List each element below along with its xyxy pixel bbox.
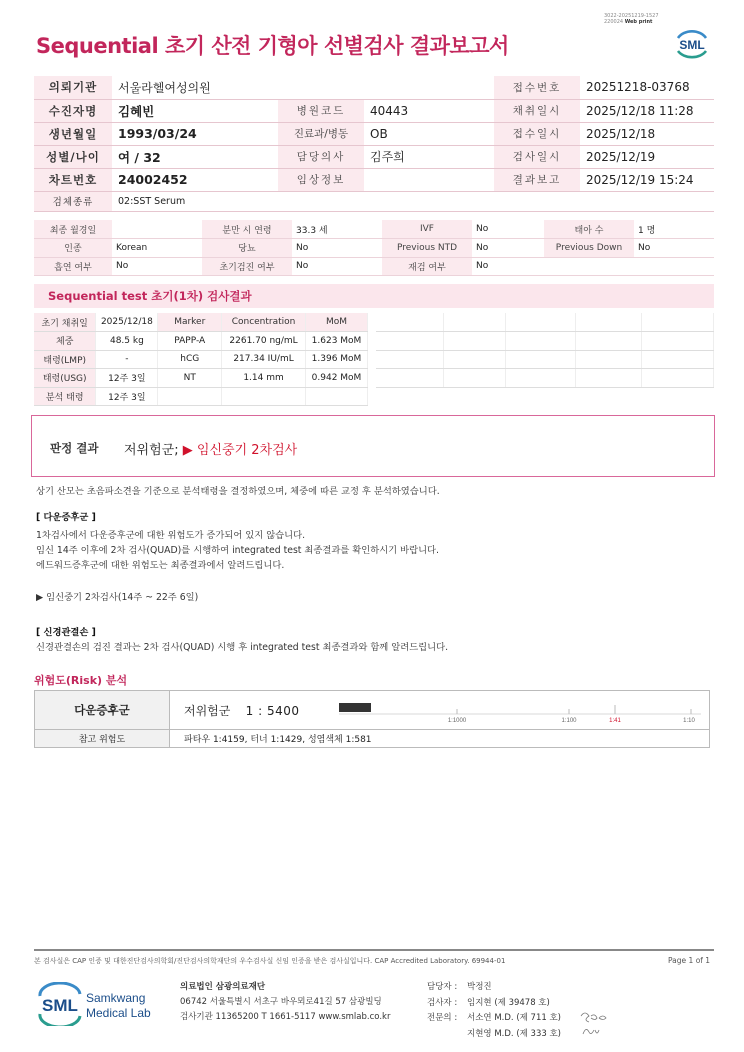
value-maternal-age: 33.3 세 xyxy=(292,220,382,239)
print-code xyxy=(604,13,659,25)
ref-risk-value: 파타우 1:4159, 터너 1:1429, 성염색체 1:581 xyxy=(170,730,710,748)
table-row xyxy=(34,387,368,406)
risk-scale xyxy=(339,691,709,726)
logo-main: SML xyxy=(42,996,78,1015)
cell: PAPP-A xyxy=(158,332,222,351)
label-previous-ntd: Previous NTD xyxy=(382,239,472,258)
label-test-date: 검사일시 xyxy=(494,145,580,168)
cell: NT xyxy=(158,369,222,388)
verdict-label: 판정 결과 xyxy=(50,441,99,455)
down-note-3: 에드워드증후군에 대한 위험도는 최종결과에서 알려드립니다. xyxy=(36,560,285,571)
down-heading-text: [ 다운증후군 ] xyxy=(36,512,96,523)
down-note-2: 임신 14주 이후에 2차 검사(QUAD)를 시행하여 integrated test 최종결과를 확인하시기 바랍니다. xyxy=(36,545,439,556)
org-name: 의료법인 삼광의료재단 xyxy=(180,982,266,992)
value-test-date: 2025/12/19 xyxy=(580,145,714,168)
value-specimen: 02:SST Serum xyxy=(112,191,714,211)
risk-bar xyxy=(339,703,371,712)
cell: 1.14 mm xyxy=(222,369,306,388)
value-chart-no: 24002452 xyxy=(112,168,278,191)
label-maternal-age: 분만 시 연령 xyxy=(202,220,292,239)
value-sex-age: 여 / 32 xyxy=(112,145,278,168)
next-test-note: ▶ 임신중기 2차검사(14주 ~ 22주 6일) xyxy=(36,592,199,603)
value-requester: 서울라헬여성의원 xyxy=(112,76,494,99)
label-department: 진료과/병동 xyxy=(278,122,364,145)
value-collection-time: 2025/12/18 11:28 xyxy=(580,99,714,122)
staff-name: 박정진 xyxy=(467,982,492,992)
logo-name-2: Medical Lab xyxy=(86,1006,151,1020)
risk-result xyxy=(170,691,340,730)
verdict-next-test: 임신중기 2차검사 xyxy=(196,443,298,458)
value-ivf: No xyxy=(472,220,544,239)
risk-ratio: 1 : 5400 xyxy=(245,703,300,718)
cell: 217.34 IU/mL xyxy=(222,350,306,369)
value-retest: No xyxy=(472,257,544,276)
label-report-time: 결과보고 xyxy=(494,168,580,191)
value-lmp xyxy=(112,220,202,239)
scale-tick-cutoff: 1:41 xyxy=(609,718,621,724)
label-patient-name: 수진자명 xyxy=(34,99,112,122)
value-previous-ntd: No xyxy=(472,239,544,258)
label-specimen: 검체종류 xyxy=(34,191,112,211)
risk-label: 다운증후군 xyxy=(35,691,170,730)
scale-tick: 1:1000 xyxy=(447,718,467,724)
table-row xyxy=(34,332,368,351)
verdict-box xyxy=(31,415,715,477)
value-patient-name: 김혜빈 xyxy=(112,99,278,122)
label-birthdate: 생년월일 xyxy=(34,122,112,145)
logo-text: SML xyxy=(679,38,705,52)
cell xyxy=(158,387,222,406)
cell: Concentration xyxy=(222,313,306,332)
label-smoking: 흡연 여부 xyxy=(34,257,112,276)
web-print-label: Web print xyxy=(624,19,653,25)
cell: 1.623 MoM xyxy=(306,332,368,351)
accreditation-note: 본 검사실은 CAP 인증 및 대한진단검사의학회/진단검사의학재단의 우수검사실 신임 인증을 받은 검사실입니다. CAP Accredited Laboratory. 69944-01 xyxy=(34,957,506,965)
staff-role: 전문의 : xyxy=(427,1013,458,1023)
label-hospital-code: 병원코드 xyxy=(278,99,364,122)
cell: 분석 태령 xyxy=(34,387,96,406)
org-address: 06742 서울특별시 서초구 바우뫼로41길 57 삼광빌딩 xyxy=(180,997,382,1007)
label-lmp: 최종 월경일 xyxy=(34,220,112,239)
value-birthdate: 1993/03/24 xyxy=(112,122,278,145)
table-row xyxy=(34,313,368,332)
patient-info-table xyxy=(34,76,714,212)
label-fetus-count: 태아 수 xyxy=(544,220,634,239)
logo-name-1: Samkwang xyxy=(86,991,146,1005)
section-title: Sequential test 초기(1차) 검사결과 xyxy=(48,289,252,303)
scale-tick: 1:100 xyxy=(561,718,577,724)
label-accession: 접수번호 xyxy=(494,76,580,99)
cell: 0.942 MoM xyxy=(306,369,368,388)
value-report-time: 2025/12/19 15:24 xyxy=(580,168,714,191)
risk-title: 위험도(Risk) 분석 xyxy=(34,674,128,687)
label-early-checkup: 초기검진 여부 xyxy=(202,257,292,276)
value-hospital-code: 40443 xyxy=(364,99,494,122)
value-fetus-count: 1 명 xyxy=(634,220,714,239)
down-note-1: 1차검사에서 다운증후군에 대한 위험도가 증가되어 있지 않습니다. xyxy=(36,530,306,541)
value-clinical-info xyxy=(364,168,494,191)
samkwang-logo-icon xyxy=(36,982,166,1026)
label-doctor: 담당의사 xyxy=(278,145,364,168)
footer-divider xyxy=(34,949,714,951)
risk-group: 저위험군 xyxy=(184,703,231,718)
label-retest: 재검 여부 xyxy=(382,257,472,276)
marker-results-table xyxy=(34,313,368,406)
table-row xyxy=(34,350,368,369)
label-sex-age: 성별/나이 xyxy=(34,145,112,168)
value-early-checkup: No xyxy=(292,257,382,276)
staff-role: 검사자 : xyxy=(427,997,458,1008)
label-requester: 의뢰기관 xyxy=(34,76,112,99)
ntd-heading-text: [ 신경관결손 ] xyxy=(36,627,96,638)
label-ethnicity: 인종 xyxy=(34,239,112,258)
risk-table xyxy=(34,690,710,748)
org-contact: 검사기관 11365200 T 1661-5117 www.smlab.co.kr xyxy=(180,1012,391,1022)
ntd-heading xyxy=(36,625,96,640)
label-chart-no: 차트번호 xyxy=(34,168,112,191)
label-ivf: IVF xyxy=(382,220,472,239)
print-sub: 220024 xyxy=(604,19,624,25)
note-line: 상기 산모는 초음파소견을 기준으로 분석태령을 결정하였으며, 체중에 따른 교정 후 분석하였습니다. xyxy=(36,486,440,497)
label-collection-time: 채취일시 xyxy=(494,99,580,122)
organization-info xyxy=(180,980,390,1025)
cell: 초기 채취일 xyxy=(34,313,96,332)
cell xyxy=(222,387,306,406)
cell: - xyxy=(96,350,158,369)
value-accession: 20251218-03768 xyxy=(580,76,714,99)
staff-role: 담당자 : xyxy=(427,982,458,992)
empty-results-grid xyxy=(376,313,714,388)
value-ethnicity: Korean xyxy=(112,239,202,258)
verdict-result xyxy=(124,439,297,458)
cell: 12주 3일 xyxy=(96,387,158,406)
value-smoking: No xyxy=(112,257,202,276)
value-received-time: 2025/12/18 xyxy=(580,122,714,145)
label-previous-down: Previous Down xyxy=(544,239,634,258)
empty-cell xyxy=(634,257,714,276)
staff-name: 서소연 M.D. (제 711 호) xyxy=(467,1013,562,1023)
value-diabetes: No xyxy=(292,239,382,258)
staff-name: 임지현 (제 39478 호) xyxy=(467,997,550,1008)
cell: 1.396 MoM xyxy=(306,350,368,369)
arrow-icon: ▶ xyxy=(182,443,193,458)
cell: Marker xyxy=(158,313,222,332)
verdict-value: 저위험군; xyxy=(124,443,179,458)
report-title: Sequential 초기 산전 기형아 선별검사 결과보고서 xyxy=(36,34,509,58)
signature-icon xyxy=(577,1006,617,1042)
value-department: OB xyxy=(364,122,494,145)
cell: 태령(USG) xyxy=(34,369,96,388)
cell: 2261.70 ng/mL xyxy=(222,332,306,351)
cell: 체중 xyxy=(34,332,96,351)
cell: hCG xyxy=(158,350,222,369)
print-code-line: 3022-20251219-1527 xyxy=(604,13,659,19)
risk-bar-cell xyxy=(339,691,710,730)
ntd-note: 신경관결손의 검진 결과는 2차 검사(QUAD) 시행 후 integrated test 최종결과와 함께 알려드립니다. xyxy=(36,642,449,653)
scale-tick: 1:10 xyxy=(683,718,695,724)
cell xyxy=(306,387,368,406)
staff-name: 지현영 M.D. (제 333 호) xyxy=(467,1028,562,1039)
cell: 태령(LMP) xyxy=(34,350,96,369)
cell: 48.5 kg xyxy=(96,332,158,351)
value-previous-down: No xyxy=(634,239,714,258)
cell: 12주 3일 xyxy=(96,369,158,388)
down-syndrome-heading xyxy=(36,510,96,525)
label-received-time: 접수일시 xyxy=(494,122,580,145)
ref-risk-label: 참고 위험도 xyxy=(35,730,170,748)
maternal-info-table xyxy=(34,220,714,276)
cell: 2025/12/18 xyxy=(96,313,158,332)
cell: MoM xyxy=(306,313,368,332)
table-row xyxy=(34,369,368,388)
section-header xyxy=(34,284,714,308)
sml-logo-icon xyxy=(672,24,712,64)
empty-cell xyxy=(544,257,634,276)
page-number: Page 1 of 1 xyxy=(668,956,711,965)
staff-list xyxy=(427,980,561,1042)
value-doctor: 김주희 xyxy=(364,145,494,168)
label-clinical-info: 임상정보 xyxy=(278,168,364,191)
label-diabetes: 당뇨 xyxy=(202,239,292,258)
